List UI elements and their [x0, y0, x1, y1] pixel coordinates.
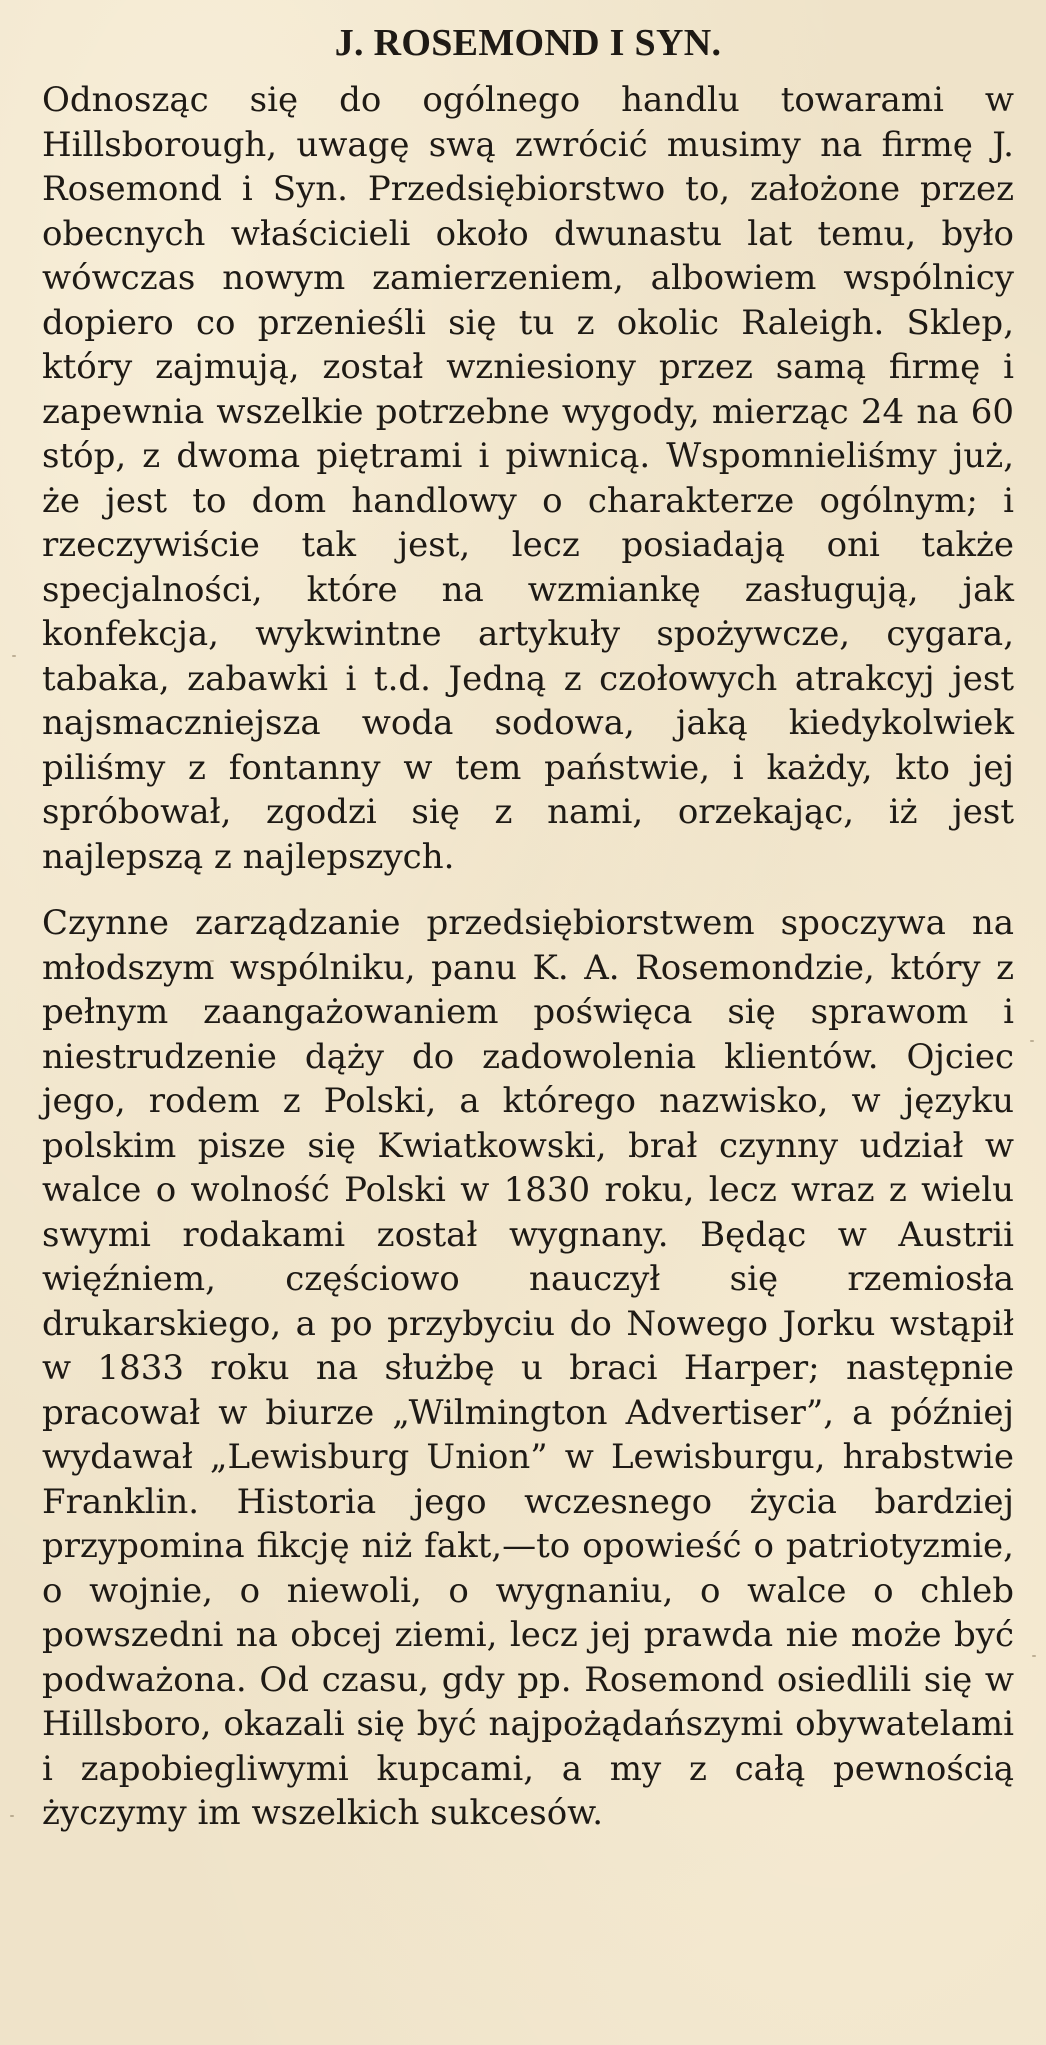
- paper-speck: [10, 1815, 14, 1817]
- article: [42, 18, 1014, 1836]
- paper-speck: [12, 655, 16, 657]
- paper-speck: [1030, 1040, 1034, 1042]
- article-paragraph-1: Odnosząc się do ogólnego handlu towarami w Hillsborough, uwagę swą zwrócić musimy na firmę J. Rosemond i Syn. Przedsiębiorstwo to, założone przez obecnych właścicieli około dwunastu lat temu, było wówczas nowym zamierzeniem, albowiem wspólnicy dopiero co przenieśli się tu z okolic Raleigh. Sklep, który zajmują, został wzniesiony przez samą firmę i zapewnia wszelkie potrzebne wygody, mierząc 24 na 60 stóp, z dwoma piętrami i piwnicą. Wspomnieliśmy już, że jest to dom handlowy o charakterze ogólnym; i rzeczywiście tak jest, lecz posiadają oni także specjalności, które na wzmiankę zasługują, jak konfekcja, wykwintne artykuły spożywcze, cygara, tabaka, zabawki i t.d. Jedną z czołowych atrakcyj jest najsmaczniejsza woda sodowa, jaką kiedykolwiek piliśmy z fontanny w tem państwie, i każdy, kto jej spróbował, zgodzi się z nami, orzekając, iż jest najlepszą z najlepszych.: [42, 80, 1014, 877]
- article-title: J. ROSEMOND I SYN.: [334, 22, 722, 64]
- paper-speck: [620, 380, 624, 382]
- paper-speck: [210, 960, 214, 962]
- paper-speck: [1032, 1655, 1036, 1657]
- article-paragraph-2: Czynne zarządzanie przedsiębiorstwem spoczywa na młodszym wspólniku, panu K. A. Rosemondzie, który z pełnym zaangażowaniem poświęca się sprawom i niestrudzenie dąży do zadowolenia klientów. Ojciec jego, rodem z Polski, a którego nazwisko, w języku polskim pisze się Kwiatkowski, brał czynny udział w walce o wolność Polski w 1830 roku, lecz wraz z wielu swymi rodakami został wygnany. Będąc w Austrii więźniem, częściowo nauczył się rzemiosła drukarskiego, a po przybyciu do Nowego Jorku wstąpił w 1833 roku na służbę u braci Harper; następnie pracował w biurze „Wilmington Advertiser”, a później wydawał „Lewisburg Union” w Lewisburgu, hrabstwie Franklin. Historia jego wczesnego życia bardziej przypomina fikcję niż fakt,—to opowieść o patriotyzmie, o wojnie, o niewoli, o wygnaniu, o walce o chleb powszedni na obcej ziemi, lecz jej prawda nie może być podważona. Od czasu, gdy pp. Rosemond osiedlili się w Hillsboro, okazali się być najpożądańszymi obywatelami i zapobiegliwymi kupcami, a my z całą pewnością życzymy im wszelkich sukcesów.: [42, 903, 1014, 1833]
